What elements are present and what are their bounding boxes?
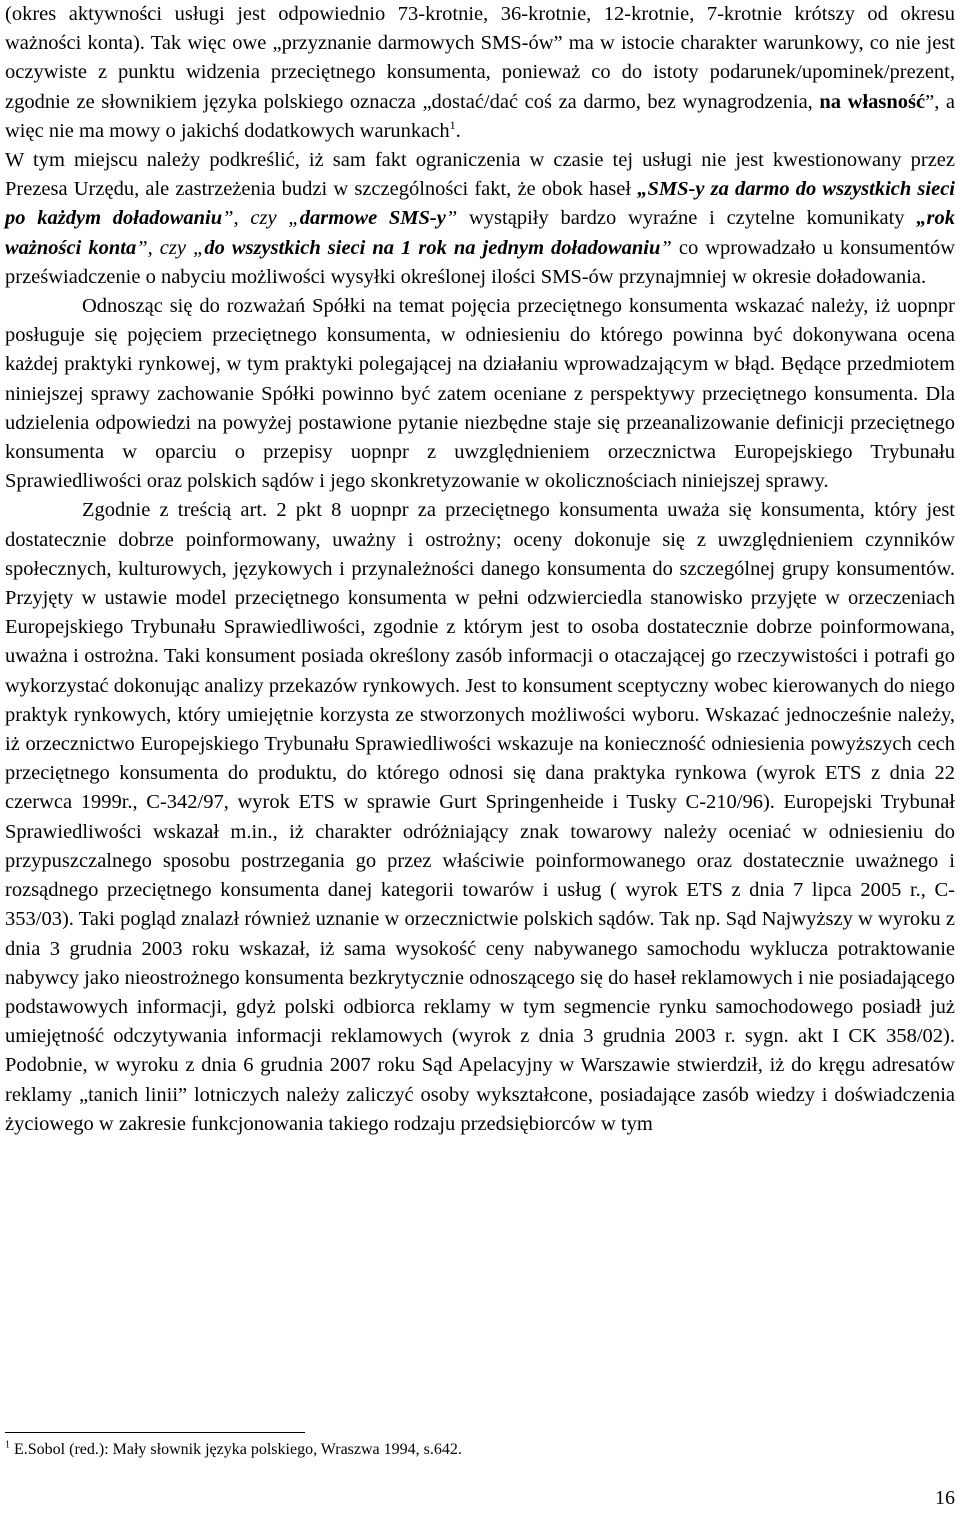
paragraph-2-quote-2-close: ” — [445, 207, 458, 230]
paragraph-1-text-a: (okres aktywności usługi jest odpowiednio 73-krotnie, 36-krotnie, 12-krotnie, 7-krotnie krótszy od okresu ważności konta). Tak więc owe „przyznanie darmowych SMS-ów” ma w istocie charakter warunkowy, co nie jest oczywiste z punktu widzenia przeciętnego konsumenta, ponieważ co do istoty podarunek/upominek/prezent, zgodnie ze słownikiem języka polskiego oznacza „dostać/dać coś za darmo, bez wynagrodzenia, — [5, 3, 955, 113]
paragraph-2 — [5, 146, 955, 292]
paragraph-1-text-b: ”, a więc nie ma mowy o jakichś dodatkowych warunkach — [5, 90, 956, 142]
paragraph-2-quote-3-close: ”, czy „ — [136, 236, 205, 259]
paragraph-2-quote-1-bold: „SMS-y za darmo do wszystkich sieci po każdym doładowaniu — [5, 178, 955, 230]
paragraph-2-quote-4-close: ” — [660, 236, 672, 259]
paragraph-2-quote-3-bold: „rok ważności konta — [5, 207, 956, 259]
paragraph-1-bold-text: na własność — [819, 90, 926, 113]
document-page — [5, 0, 955, 1139]
paragraph-2-text-b: wystąpiły bardzo wyraźne i czytelne komunikaty — [457, 207, 917, 230]
footnote-reference: 1 — [449, 117, 456, 132]
paragraph-1 — [5, 0, 955, 146]
paragraph-2-text-c: co wprowadzało u konsumentów przeświadczenie o nabyciu możliwości wysyłki określonej ilości SMS-ów przynajmniej w okresie doładowania. — [5, 236, 955, 288]
footnote-text: E.Sobol (red.): Mały słownik języka polskiego, Wraszwa 1994, s.642. — [10, 1441, 462, 1458]
paragraph-4: Zgodnie z treścią art. 2 pkt 8 uopnpr za przeciętnego konsumenta uważa się konsumenta, który jest dostatecznie dobrze poinformowany, uważny i ostrożny; oceny dokonuje się z uwzględnieniem czynników społecznych, kulturowych, językowych i przynależności danego konsumenta do szczególnej grupy konsumentów. Przyjęty w ustawie model przeciętnego konsumenta w pełni odzwierciedla stanowisko przyjęte w orzeczeniach Europejskiego Trybunału Sprawiedliwości, zgodnie z którym jest to osoba dostatecznie dobrze poinformowana, uważna i ostrożna. Taki konsument posiada określony zasób informacji o otaczającej go rzeczywistości i potrafi go wykorzystać dokonując analizy przekazów rynkowych. Jest to konsument sceptyczny wobec kierowanych do niego praktyk rynkowych, który umiejętnie korzysta ze stworzonych możliwości wyboru. Wskazać jednocześnie należy, iż orzecznictwo Europejskiego Trybunału Sprawiedliwości wskazuje na konieczność odniesienia powyższych cech przeciętnego konsumenta do produktu, do którego odnosi się dana praktyka rynkowa (wyrok ETS z dnia 22 czerwca 1999r., C-342/97, wyrok ETS w sprawie Gurt Springenheide i Tusky C-210/96). Europejski Trybunał Sprawiedliwości wskazał m.in., iż charakter odróżniający znak towarowy należy oceniać w odniesieniu do przypuszczalnego sposobu postrzegania go przez właściwie poinformowanego oraz dostatecznie uważnego i rozsądnego przeciętnego konsumenta danej kategorii towarów i usług ( wyrok ETS z dnia 7 lipca 2005 r., C-353/03). Taki pogląd znalazł również uznanie w orzecznictwie polskich sądów. Tak np. Sąd Najwyższy w wyroku z dnia 3 grudnia 2003 roku wskazał, iż sama wysokość ceny nabywanego samochodu wyklucza potraktowanie nabywcy jako nieostrożnego konsumenta bezkrytycznie odnoszącego się do haseł reklamowych i nie posiadającego podstawowych informacji, gdyż polski odbiorca reklamy w tym segmencie rynku samochodowego posiadł już umiejętność odczytywania informacji reklamowych (wyrok z dnia 3 grudnia 2003 r. sygn. akt I CK 358/02). Podobnie, w wyroku z dnia 6 grudnia 2007 roku Sąd Apelacyjny w Warszawie stwierdził, iż do kręgu adresatów reklamy „tanich linii” lotniczych należy zaliczyć osoby wykształcone, posiadające zasób wiedzy i doświadczenia życiowego w zakresie funkcjonowania takiego rodzaju przedsiębiorców w tym — [5, 499, 955, 1135]
paragraph-1-text-c: . — [455, 119, 461, 142]
footnote-mark: 1 — [5, 1439, 10, 1451]
paragraph-2-quote-1-close: ”, czy „ — [222, 207, 300, 230]
paragraph-2-quote-4-bold: do wszystkich sieci na 1 rok na jednym doładowaniu — [204, 236, 661, 259]
page-number: 16 — [935, 1487, 955, 1509]
footnote-divider — [5, 1432, 305, 1433]
paragraph-2-text-a: W tym miejscu należy podkreślić, iż sam fakt ograniczenia w czasie tej usługi nie jest kwestionowany przez Prezesa Urzędu, ale zastrzeżenia budzi w szczególności fakt, że obok haseł — [5, 149, 955, 201]
paragraph-3: Odnosząc się do rozważań Spółki na temat pojęcia przeciętnego konsumenta wskazać należy, iż uopnpr posługuje się pojęciem przeciętnego konsumenta, w odniesieniu do którego powinna być dokonywana ocena każdej praktyki rynkowej, w tym praktyki polegającej na działaniu wprowadzającym w błąd. Będące przedmiotem niniejszej sprawy zachowanie Spółki powinno być zatem oceniane z perspektywy przeciętnego konsumenta. Dla udzielenia odpowiedzi na powyżej postawione pytanie niezbędne staje się przeanalizowanie definicji przeciętnego konsumenta w oparciu o przepisy uopnpr z uwzględnieniem orzecznictwa Europejskiego Trybunału Sprawiedliwości oraz polskich sądów i jego skonkretyzowanie w okolicznościach niniejszej sprawy. — [5, 295, 955, 493]
paragraph-2-quote-2-bold: darmowe SMS-y — [299, 207, 446, 230]
footnote — [5, 1440, 462, 1460]
